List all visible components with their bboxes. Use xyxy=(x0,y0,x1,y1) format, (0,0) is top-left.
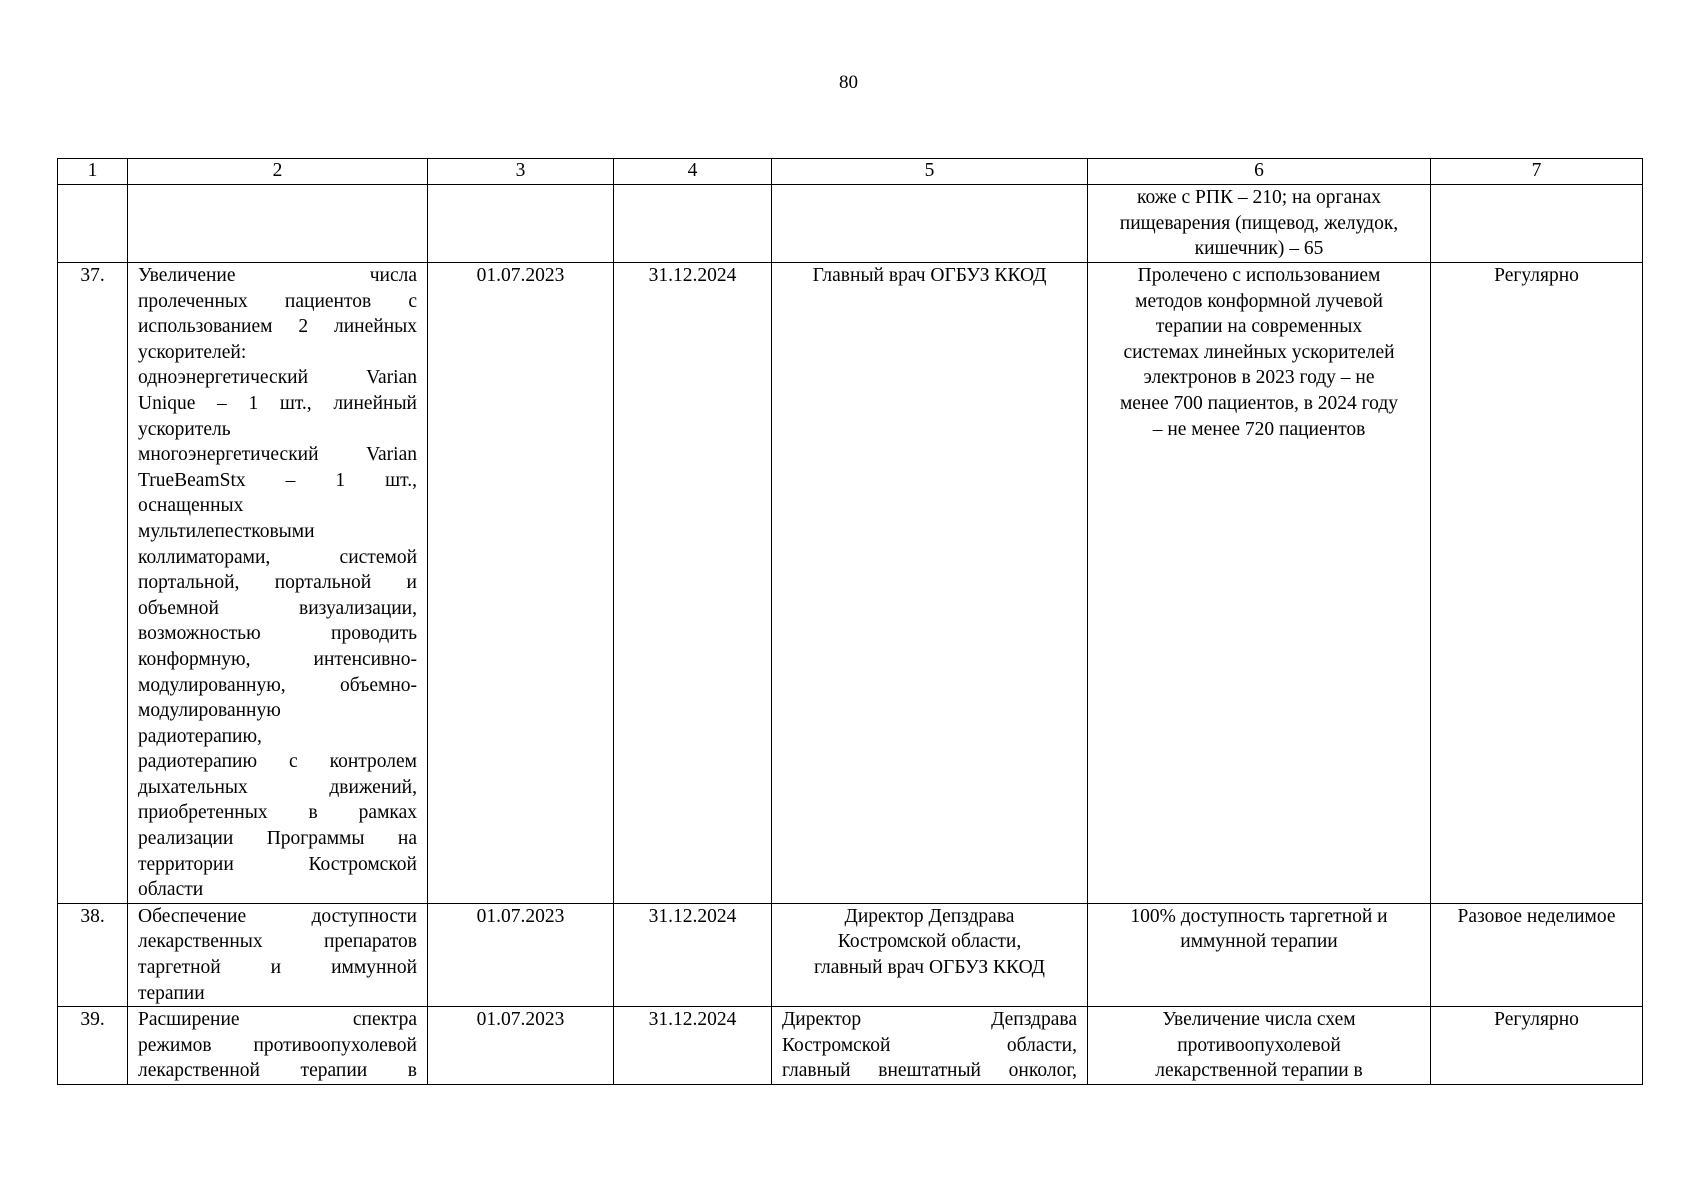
cell-line: ускоритель xyxy=(138,418,231,440)
responsible-cell xyxy=(772,903,1088,1006)
column-number-7: 7 xyxy=(1431,159,1643,185)
cell-line: системах линейных ускорителей xyxy=(1123,341,1395,363)
cell-line: противоопухолевой xyxy=(1177,1034,1341,1056)
cell-line: многоэнергетический Varian xyxy=(138,444,417,466)
cell-line: модулированную xyxy=(138,700,281,722)
cell-line: радиотерапию, xyxy=(138,725,262,747)
cell-line: Директор Депздрава xyxy=(844,905,1015,927)
column-number-3: 3 xyxy=(428,159,614,185)
column-number-6: 6 xyxy=(1088,159,1431,185)
result-cell xyxy=(1088,903,1431,1006)
type-cell: Регулярно xyxy=(1431,1007,1643,1085)
cell-line: иммунной терапии xyxy=(1180,931,1338,953)
cell-line: кишечник) – 65 xyxy=(1194,238,1324,260)
cell-line: TrueBeamStx – 1 шт., xyxy=(138,469,417,491)
document-table xyxy=(57,158,1643,1085)
responsible-cell xyxy=(772,263,1088,904)
end-date-cell: 31.12.2024 xyxy=(614,263,772,904)
cell-line: главный врач ОГБУЗ ККОД xyxy=(814,957,1045,979)
cell-line: лекарственной терапии в xyxy=(1155,1060,1363,1082)
cell-line: Расширение спектра xyxy=(138,1009,417,1031)
start-date-cell: 01.07.2023 xyxy=(428,263,614,904)
cell-line: Костромской области, xyxy=(837,931,1022,953)
table-row xyxy=(58,903,1643,1006)
cell-line: территории Костромской xyxy=(138,853,417,875)
cell-line: Увеличение числа xyxy=(138,265,417,286)
task-cell xyxy=(128,263,428,904)
cell-line: Костромской области, xyxy=(782,1034,1077,1056)
cell-line: электронов в 2023 году – не xyxy=(1143,367,1375,389)
type-cell: Разовое неделимое xyxy=(1431,903,1643,1006)
cell-line: лекарственной терапии в xyxy=(138,1060,417,1082)
result-cell xyxy=(1088,263,1431,904)
end-date-cell: 31.12.2024 xyxy=(614,903,772,1006)
task-cell xyxy=(128,1007,428,1085)
cell-line: пищеварения (пищевод, желудок, xyxy=(1119,212,1399,234)
cell-line: модулированную, объемно- xyxy=(138,674,417,696)
cell-line: Главный врач ОГБУЗ ККОД xyxy=(812,265,1047,286)
start-date-cell: 01.07.2023 xyxy=(428,903,614,1006)
cell-line: Unique – 1 шт., линейный xyxy=(138,392,417,414)
cell-line: терапии xyxy=(138,982,205,1004)
cell-line: методов конформной лучевой xyxy=(1135,290,1383,312)
column-number-row xyxy=(58,159,1643,185)
task-cell xyxy=(128,903,428,1006)
row-number: 39. xyxy=(58,1007,128,1085)
column-number-2: 2 xyxy=(128,159,428,185)
column-number-5: 5 xyxy=(772,159,1088,185)
continuation-row xyxy=(58,185,1643,263)
cell-line: возможностью проводить xyxy=(138,623,417,645)
column-number-4: 4 xyxy=(614,159,772,185)
cell-line: оснащенных xyxy=(138,495,244,517)
cell-line: портальной, портальной и xyxy=(138,572,417,594)
cell-line: коже с РПК – 210; на органах xyxy=(1137,187,1381,208)
cell-line: менее 700 пациентов, в 2024 году xyxy=(1119,392,1399,414)
cell-line: Пролечено с использованием xyxy=(1137,265,1381,286)
cell-line: одноэнергетический Varian xyxy=(138,367,417,389)
row-number: 37. xyxy=(58,263,128,904)
cell-line: терапии на современных xyxy=(1155,316,1363,338)
cell-line: таргетной и иммунной xyxy=(138,957,417,979)
responsible-cell xyxy=(772,1007,1088,1085)
end-date-cell: 31.12.2024 xyxy=(614,1007,772,1085)
type-cell: Регулярно xyxy=(1431,263,1643,904)
cell-line: главный внештатный онколог, xyxy=(782,1060,1077,1082)
cell-line: реализации Программы на xyxy=(138,828,417,850)
cell-line: Обеспечение доступности xyxy=(138,905,417,927)
cell-line: ускорителей: xyxy=(138,341,247,363)
cell-line: объемной визуализации, xyxy=(138,597,417,619)
cell-line: конформную, интенсивно- xyxy=(138,648,417,670)
cell-line: Увеличение числа схем xyxy=(1162,1009,1356,1031)
cell-line: 100% доступность таргетной и xyxy=(1130,905,1388,927)
cell-line: – не менее 720 пациентов xyxy=(1152,418,1366,440)
cell-line: области xyxy=(138,879,204,901)
cell-line: режимов противоопухолевой xyxy=(138,1034,417,1056)
table-row xyxy=(58,1007,1643,1085)
continuation-result-cell xyxy=(1088,185,1431,263)
cell-line: коллиматорами, системой xyxy=(138,546,417,568)
cell-line: лекарственных препаратов xyxy=(138,931,417,953)
cell-line: приобретенных в рамках xyxy=(138,802,417,824)
table-row xyxy=(58,263,1643,904)
page-number: 80 xyxy=(839,72,858,93)
cell-line: Директор Депздрава xyxy=(782,1009,1077,1031)
column-number-1: 1 xyxy=(58,159,128,185)
cell-line: пролеченных пациентов с xyxy=(138,290,417,312)
cell-line: мультилепестковыми xyxy=(138,520,315,542)
cell-line: дыхательных движений, xyxy=(138,776,417,798)
row-number: 38. xyxy=(58,903,128,1006)
result-cell xyxy=(1088,1007,1431,1085)
start-date-cell: 01.07.2023 xyxy=(428,1007,614,1085)
cell-line: использованием 2 линейных xyxy=(138,316,417,338)
cell-line: радиотерапию с контролем xyxy=(138,751,417,773)
